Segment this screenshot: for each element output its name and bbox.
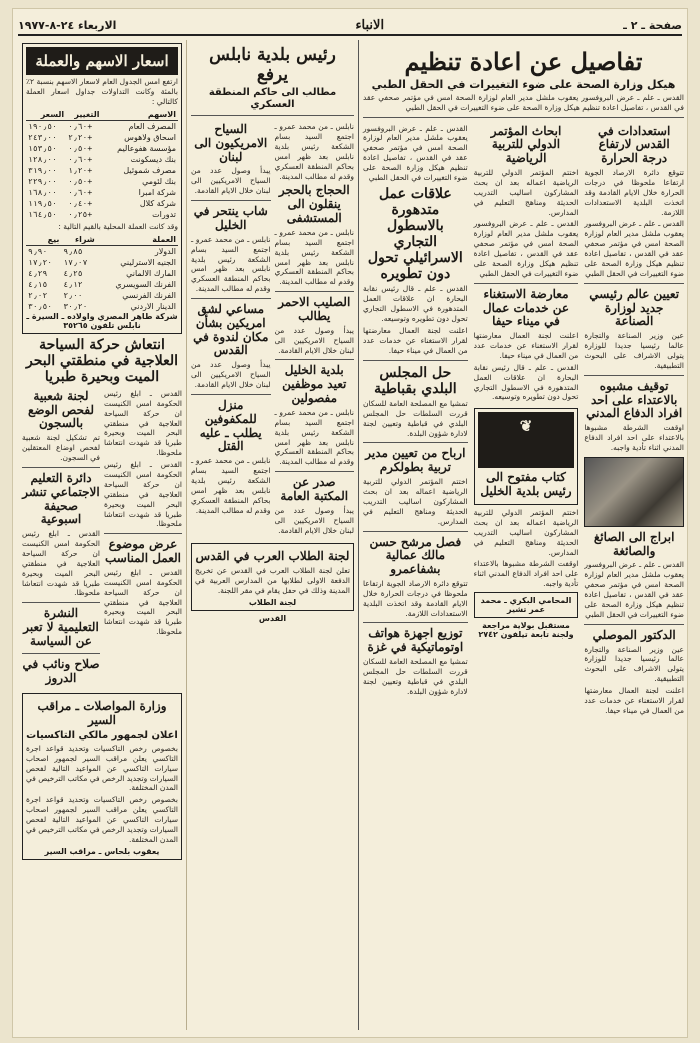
table-cell: شركة امبرا [138,187,176,197]
table-cell: ٤٫١٢ [63,279,83,289]
rates-intro: ارتفع امس الجدول العام لاسعار الاسهم بنسبة ٢٪ بالمئة وكانت التداولات جداول اسعار العملة كالتالي : [26,77,178,106]
students-box [191,543,354,610]
divider [275,471,355,472]
divider [363,622,468,623]
table-cell: ٠٫٦٠+ [68,187,93,197]
story-body: تمشيا مع المصلحة العامة للسكان قررت السلطات حل المجلس البلدي في قباطية وتعيين لجنة لادارة شؤون البلدة. [363,657,468,696]
divider [22,602,100,603]
story-title: فصل مرشح حسن مالك عمالية بشفاعمرو [369,534,462,577]
story-body: القدس ـ ابلغ رئيس الحكومة امس الكنيست ان حركة السياحة العلاجية في منطقتي البحر الميت وبحيرة طبريا قد شهدت انتعاشا ملحوظا. [22,529,100,598]
ad-body: بخصوص رخص التاكسيات وتحديد قواعد اجرة التاكسي يعلن مراقب السير لجمهور اصحاب سيارات التاكسي عن المواعيد التالية لفحص السيارات وتجديد الرخص في مكاتب الترخيص في المدن المختلفة. [26,743,178,793]
table-cell: ١٧٫٠٧ [63,257,88,267]
table-row [26,154,178,165]
story-body: اوقفت الشرطة مشبوها بالاعتداء على احد افراد الدفاع المدني اثناء تأدية واجبه. [473,559,579,589]
story-body: القدس ـ ابلغ رئيس الحكومة امس الكنيست ان حركة السياحة العلاجية في منطقتي البحر الميت وبحيرة طبريا قد شهدت انتعاشا ملحوظا. [104,388,182,458]
center-subhead: مطالب الى حاكم المنطقة العسكري [208,87,337,111]
ad-subtitle: اعلان لجمهور مالكي التاكسيات [26,729,178,741]
right-briefs [584,122,684,718]
story-body: القدس ـ علم ـ قال رئيس نقابة البحارة ان علاقات العمل المتدهورة في الاسطول التجاري تحول دون تطويره وتوسيعه. [473,362,579,402]
table-cell: الفرنك الفرنسي [122,290,176,300]
table-cell: ١٫٢٠+ [68,165,93,175]
divider [22,653,100,654]
story-body: نابلس ـ من محمد عمرو ـ اجتمع السيد بسام الشكعة رئيس بلدية نابلس بعد ظهر امس بحاكم المنطقة العسكري وقدم له مطالب المدينة. [191,234,271,294]
table-cell: الدينار الاردني [130,301,176,311]
left-col-a [104,387,182,687]
table-row [26,245,178,257]
table-cell: الدولار [154,246,176,256]
story-title: النشرة التعليمية لا تعبر عن السياسة [23,606,99,648]
fx-table [26,234,178,312]
divider [474,283,579,284]
center-section [186,40,358,1030]
story-title: عرض موضوع العمل المناسب [104,537,182,566]
story-title: الصليب الاحمر يطالب [278,295,351,323]
story-title: صلاح ونائب في الدروز [22,656,100,685]
table-row [26,279,178,290]
col-header: بيع [26,234,61,246]
story-title: علاقات عمل متدهورة بالاسطول التجاري الاسرائيلي تحول دون تطويره [367,185,463,283]
story-title: دائرة التعليم الاجتماعي تنشر صحيفة اسبوعية [22,470,100,527]
table-cell: ٢٫٢٠+ [68,132,93,142]
table-row [26,268,178,279]
table-row [26,176,178,187]
story-title: توزيع اجهزة هواتف اوتوماتيكية في غزة [367,626,464,655]
table-cell: ٣٠٫٢٠ [63,301,88,311]
brief-title: ابراج الى الصائغ والصائغة [593,529,675,558]
table-row [26,301,178,312]
table-row [26,187,178,198]
story-title: ابحاث المؤتمر الدولي للتربية الرياضية [490,123,562,166]
story-body: القدس ـ ابلغ رئيس الحكومة امس الكنيست ان حركة السياحة العلاجية في منطقتي البحر الميت وبحيرة طبريا قد شهدت انتعاشا ملحوظا. [104,567,182,637]
table-row [26,198,178,209]
table-cell: ٢٢٩٫٠٠ [28,176,57,186]
center-col-a [275,120,355,537]
table-row [26,165,178,176]
center-col-b [191,120,271,537]
story-body: اختتم المؤتمر الدولي للتربية الرياضية اعماله بعد ان بحث المشاركون اساليب التدريب الحديثة ومناهج التعليم في المدارس. [473,507,579,557]
table-row [26,209,178,220]
table-row [26,132,178,143]
center-headline: رئيس بلدية نابلس يرفع [209,45,336,85]
table-cell: شركة كلال [139,198,176,208]
lawyer-ad [474,592,579,618]
right-mid [474,122,579,718]
story-title: لجنة شعبية لفحص الوضع بالسجون [27,388,95,431]
divider [584,375,684,376]
story-title: منزل للمكفوفين يطلب ـ عليه القتل [199,397,262,454]
table-cell: ٢٤٣٫٠٠ [28,132,57,142]
col-header: الاسهم [101,109,178,121]
right-section [358,40,688,1030]
table-cell: مصرف شموئيل [123,165,176,175]
table-cell: اسحاق ولاهوس [124,132,176,142]
table-cell: ٠٫٥٠+ [68,143,93,153]
boxed-notice [474,408,579,505]
center-columns [191,120,354,537]
main-subhead: هيكل وزارة الصحة على ضوء التغييرات في الحقل الطبي [371,77,676,91]
story-body: اختتم المؤتمر الدولي للتربية الرياضية اعماله بعد ان بحث المشاركون اساليب التدريب الحديثة ومناهج التعليم في المدارس. [473,167,579,217]
story-title: السياح الامريكيون الى لبنان [194,122,268,164]
table-cell: ٠٫٢٥+ [68,209,93,219]
col-header: شراء [61,234,96,246]
left-section [18,40,186,1030]
divider [275,291,355,292]
table-cell: تدورات [152,209,176,219]
table-row [26,120,178,132]
left-col-b [22,387,100,687]
story-body: اعلنت لجنة العمال معارضتها لقرار الاستغناء عن خدمات عدد من العمال في ميناء حيفا. [473,331,579,360]
brief-body: عين وزير الصناعة والتجارة عالما رئيسيا جديدا للوزارة يتولى الاشراف على البحوث التطبيقية. [584,644,684,684]
divider [104,533,182,534]
table-cell: ١٥٣٫٥٠ [28,143,57,153]
story-body: القدس ـ علم ـ عرض البروفسور يعقوب ملشل مدير العام لوزارة الصحة امس في مؤتمر صحفي عقد في القدس ، تفاصيل اعادة تنظيم هيكل وزارة الصحة على ضوء التغييرات في الحقل الطبي [363,123,468,183]
divider [363,531,468,532]
story-title: معارضة الاستغناء عن خدمات عمال في ميناء حيفا [482,286,570,329]
divider [584,283,684,284]
story-body: نابلس ـ من محمد عمرو ـ اجتمع السيد بسام الشكعة رئيس بلدية نابلس بعد ظهر امس بحاكم المنطقة العسكري وقدم له مطالب المدينة. [191,456,271,515]
table-cell: ٠٫٤٠+ [68,198,93,208]
divider [22,467,100,468]
table-cell: المصرف العام [128,121,176,131]
table-cell: ٣٠٫٥٠ [28,301,53,311]
table-row [26,290,178,301]
notice-title: كتاب مفتوح الى رئيس بلدية الخليل [480,470,572,499]
table-cell: ٣١٩٫٠٠ [28,165,57,175]
story-title: بلدية الخليل تعيد موظفين مفصولين [282,363,347,406]
main-headline: تفاصيل عن اعادة تنظيم [404,47,643,76]
fx-title: وقد كانت العملة المحلية بالقيم التالية : [58,221,178,231]
table-cell: ١٢٨٫٠٠ [28,154,57,164]
divider [275,359,355,360]
rates-title: اسعار الاسهم والعملة [26,47,178,75]
divider [191,115,354,116]
story-body: اختتم المؤتمر الدولي للتربية الرياضية اعماله بعد ان بحث المشاركون اساليب التدريب الحديثة ومناهج التعليم في المدارس. [363,477,468,526]
tourism-headline: انتعاش حركة السياحة العلاجية في منطقتي البحر الميت وبحيرة طبريا [26,336,178,385]
news-photo [584,457,684,527]
story-title: حل المجلس البلدي بقباطية [374,364,457,397]
right-left [363,122,468,718]
brief-body: عين وزير الصناعة والتجارة عالما رئيسيا جديدا للوزارة يتولى الاشراف على البحوث التطبيقية. [584,331,684,370]
story-body: نابلس ـ من محمد عمرو ـ اجتمع السيد بسام الشكعة رئيس بلدية نابلس بعد ظهر امس بحاكم المنطقة العسكري وقدم له مطالب المدينة. [274,122,354,181]
ad-title: وزارة المواصلات ـ مراقب السير [37,699,167,728]
transport-ad [22,693,182,860]
brief-title: توقيف مشبوه بالاعتداء على احد افراد الدفاع المدني [586,378,683,421]
table-cell: ١١٩٫٥٠ [28,198,57,208]
brief-title: استعدادات في القدس لارتفاع درجة الحرارة [598,123,671,166]
table-cell: ٢٫٠٢ [28,290,48,300]
table-cell: ١٦٤٫٥٠ [28,209,57,219]
rates-footer: شركة طاهر المصري واولاده ـ السيرة ـ نابلس تلفون ٣٥٢٦٥ [26,311,178,330]
lawyer-line: المحامي البكري ـ محمد عمر تشير [480,596,572,615]
students-sign: لجنة الطلاب [248,597,297,607]
newspaper-page [12,8,688,1038]
story-body: نابلس ـ من محمد عمرو ـ اجتمع السيد بسام الشكعة رئيس بلدية نابلس بعد ظهر امس بحاكم المنطقة العسكري وقدم له مطالب المدينة. [274,407,354,467]
table-cell: ٠٫٦٠+ [68,154,93,164]
page-runner [18,16,682,36]
main-lead: القدس ـ علم ـ عرض البروفسور يعقوب ملشل مدير العام لوزارة الصحة امس في مؤتمر صحفي عقد في القدس ، تفاصيل اعادة تنظيم هيكل وزارة الصحة على ضوء التغييرات في الحقل الطبي [363,92,684,112]
brief-title: تعيين عالم رئيسي جديد لوزارة الصناعة [589,286,680,329]
story-title: ارباح من تعيين مدير تربية بطولكرم [365,446,466,475]
divider [363,442,468,443]
story-body: اعلنت لجنة العمال معارضتها لقرار الاستغناء عن خدمات عدد من العمال في ميناء حيفا. [363,326,468,355]
brief-body: القدس ـ علم ـ عرض البروفسور يعقوب ملشل مدير العام لوزارة الصحة امس في مؤتمر صحفي عقد في القدس ، تفاصيل اعادة تنظيم هيكل وزارة الصحة على ضوء التغييرات في الحقل الطبي [584,219,684,278]
table-cell: ٩٫٩٠ [28,246,48,256]
table-cell: مؤسسة هفوعاليم [117,143,176,153]
rates-box [22,43,182,334]
story-body: يبدأ وصول عدد من السياح الامريكيين الى لبنان خلال الايام القادمة. [191,360,271,390]
table-row [26,143,178,154]
notice-logo: ❦ [478,412,575,468]
brief-body: اوقفت الشرطة مشبوها بالاعتداء على احد افراد الدفاع المدني اثناء تأدية واجبه. [584,423,684,452]
brief-body: تتوقع دائرة الارصاد الجوية ارتفاعا ملحوظا في درجات الحرارة خلال الايام القادمة وقد اتخذت البلدية الاستعدادات اللازمة. [584,167,684,217]
story-body: القدس ـ علم ـ قال رئيس نقابة البحارة ان علاقات العمل المتدهورة في الاسطول التجاري تحول دون تطويره وتوسيعه. [363,284,468,324]
brief-body: اعلنت لجنة العمال معارضتها لقرار الاستغناء عن خدمات عدد من العمال في ميناء حيفا. [584,686,684,715]
table-cell: ٢٫٠٠ [63,290,83,300]
page-label: صفحة ـ ٢ ـ [623,18,682,32]
table-cell: ٤٫٢٥ [63,268,83,278]
table-cell: المارك الالماني [126,268,176,278]
doctor-notice: الدكتور الموصلي [592,627,676,642]
footer-note: مستقبل بولاية مراجعة ولجنة تابعة تيلفون ٢٧٤٢ [478,621,574,640]
story-body: تمشيا مع المصلحة العامة للسكان قررت السلطات حل المجلس البلدي في قباطية وتعيين لجنة لادارة شؤون البلدة. [363,398,468,438]
story-body: القدس ـ ابلغ رئيس الحكومة امس الكنيست ان حركة السياحة العلاجية في منطقتي البحر الميت وبحيرة طبريا قد شهدت انتعاشا ملحوظا. [104,460,182,529]
ad-body: بخصوص رخص التاكسيات وتحديد قواعد اجرة التاكسي يعلن مراقب السير لجمهور اصحاب سيارات التاكسي عن المواعيد التالية لفحص السيارات وتجديد الرخص في مكاتب الترخيص في المدن المختلفة. [26,795,178,844]
story-body: تتوقع دائرة الارصاد الجوية ارتفاعا ملحوظا في درجات الحرارة خلال الايام القادمة وقد اتخذت البلدية الاستعدادات اللازمة. [363,578,468,618]
story-body: تم تشكيل لجنة شعبية لفحص اوضاع المعتقلين في السجون. [22,433,100,463]
story-title: شاب ينتحر في الخليل [193,204,268,232]
brief-body: القدس ـ علم ـ عرض البروفسور يعقوب ملشل مدير العام لوزارة الصحة امس في مؤتمر صحفي عقد في القدس ، تفاصيل اعادة تنظيم هيكل وزارة الصحة على ضوء التغييرات في الحقل الطبي [584,560,684,619]
table-cell: بنك ديسكونت [130,154,176,164]
center-footer: القدس [258,613,287,623]
table-cell: بنك لئومي [142,176,176,186]
story-body: يبدأ وصول عدد من السياح الامريكيين الى لبنان خلال الايام القادمة. [191,166,271,196]
story-title: صدر عن المكتبة العامة [280,475,349,503]
story-body: يبدأ وصول عدد من السياح الامريكيين الى لبنان خلال الايام القادمة. [274,325,354,355]
ad-sign: يعقوب بلحاس ـ مراقب السير [44,846,160,856]
issue-date: الاربعاء ٢٤-٨-١٩٧٧ [18,18,117,32]
story-body: نابلس ـ من محمد عمرو ـ اجتمع السيد بسام الشكعة رئيس بلدية نابلس بعد ظهر امس بحاكم المنطقة العسكري وقدم له مطالب المدينة. [274,227,354,287]
col-header: العملة [97,234,178,246]
col-header: التغيير [66,109,101,121]
students-title: لجنة الطلاب العرب في القدس [195,549,350,564]
story-title: الحجاج بالحجر ينقلون الى المستشفى [278,183,350,226]
table-cell: ١٦٨٫٠٠ [28,187,57,197]
right-columns [363,122,684,718]
table-cell: الفرنك السويسري [115,279,176,289]
table-row [26,257,178,268]
story-body: القدس ـ علم ـ عرض البروفسور يعقوب ملشل مدير العام لوزارة الصحة امس في مؤتمر صحفي عقد في القدس ، تفاصيل اعادة تنظيم هيكل وزارة الصحة على ضوء التغييرات في الحقل الطبي [473,219,579,278]
table-cell: ٩٫٨٥ [63,246,83,256]
divider [363,117,684,118]
students-body: تعلن لجنة الطلاب العرب في القدس عن تخريج الدفعة الاولى لطلابها من المدارس العربية في المدينة وذلك في حفل يقام في مقر اللجنة. [195,566,350,596]
divider [191,200,271,201]
divider [363,360,468,361]
stocks-table [26,109,178,220]
col-header: السعر [26,109,66,121]
table-cell: ٠٫٦٠+ [68,121,93,131]
table-cell: ١٩٠٫٥٠ [28,121,57,131]
table-cell: ٤٫١٥ [28,279,48,289]
divider [191,394,271,395]
table-cell: الجنيه الاسترليني [120,257,176,267]
divider [584,624,684,625]
table-cell: ٤٫٢٩ [28,268,48,278]
story-body: يبدأ وصول عدد من السياح الامريكيين الى لبنان خلال الايام القادمة. [274,505,354,535]
table-cell: ٠٫٥٠+ [68,176,93,186]
left-columns [22,387,182,687]
table-cell: ١٧٫٢٠ [28,257,53,267]
story-title: مساعي لشق امريكين بشأن مكان لندوة في القدس [193,302,269,358]
masthead: الانباء [355,17,385,33]
divider [191,298,271,299]
